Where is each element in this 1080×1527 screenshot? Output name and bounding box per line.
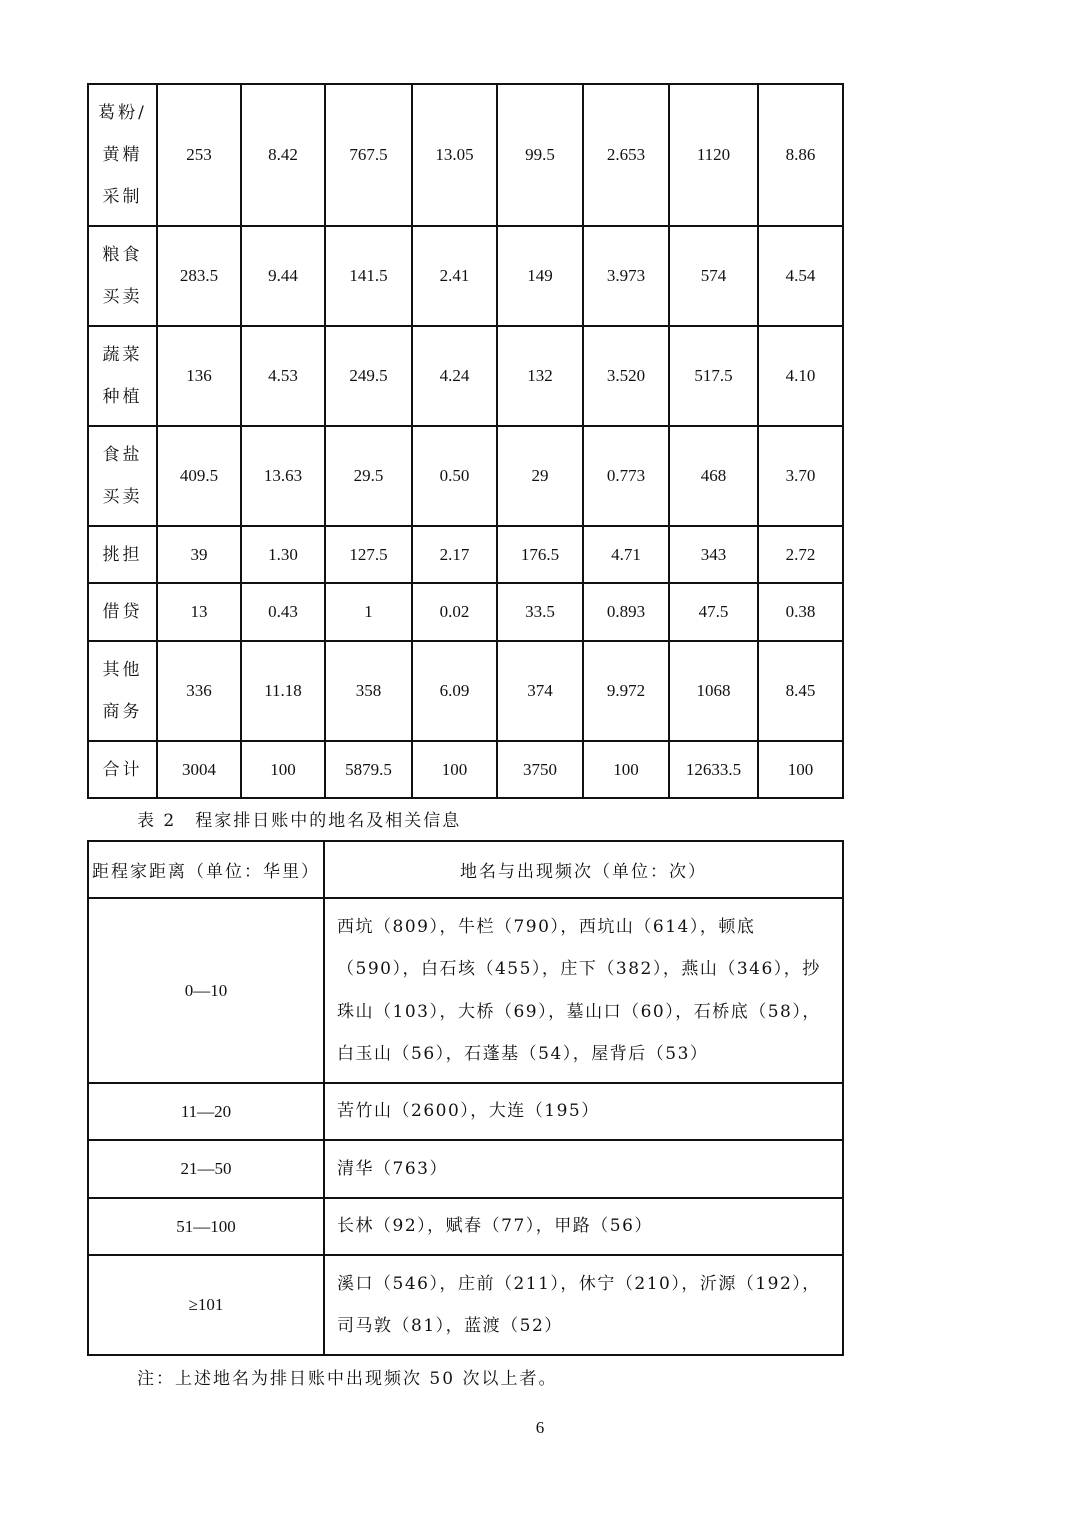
places-cell: 清华（763） xyxy=(324,1140,843,1198)
row-category-line: 葛粉/ xyxy=(98,103,147,123)
table-cell: 100 xyxy=(583,741,669,798)
table-cell: 358 xyxy=(325,641,412,741)
table-row xyxy=(88,1255,843,1355)
table-cell: 176.5 xyxy=(497,526,583,583)
table-cell: 8.45 xyxy=(758,641,843,741)
table-cell: 574 xyxy=(669,226,758,326)
row-category xyxy=(88,426,157,526)
table-cell: 9.44 xyxy=(241,226,325,326)
table-cell: 517.5 xyxy=(669,326,758,426)
table-row xyxy=(88,84,843,226)
table-row xyxy=(88,898,843,1083)
table-cell: 336 xyxy=(157,641,241,741)
distance-cell: 11—20 xyxy=(88,1083,324,1140)
table-cell: 5879.5 xyxy=(325,741,412,798)
table-cell: 6.09 xyxy=(412,641,497,741)
row-category-line: 粮食 xyxy=(102,245,143,265)
table-cell: 8.86 xyxy=(758,84,843,226)
row-category xyxy=(88,84,157,226)
table-cell: 4.54 xyxy=(758,226,843,326)
places-cell: 西坑（809），牛栏（790），西坑山（614），顿底（590），白石垓（455），庄下（382），燕山（346），抄珠山（103），大桥（69），墓山口（60），石桥底（58），白玉山（56），石蓬基（54），屋背后（53） xyxy=(324,898,843,1083)
table-cell: 39 xyxy=(157,526,241,583)
distance-cell: 0—10 xyxy=(88,898,324,1083)
table-cell: 4.71 xyxy=(583,526,669,583)
row-category xyxy=(88,226,157,326)
table-row xyxy=(88,583,843,641)
table-cell: 249.5 xyxy=(325,326,412,426)
table-cell: 29.5 xyxy=(325,426,412,526)
table-cell: 2.41 xyxy=(412,226,497,326)
row-category-line: 商务 xyxy=(102,702,143,722)
table-cell: 468 xyxy=(669,426,758,526)
table-cell: 3750 xyxy=(497,741,583,798)
table-cell: 2.653 xyxy=(583,84,669,226)
table-cell: 374 xyxy=(497,641,583,741)
row-category xyxy=(88,641,157,741)
table-cell: 12633.5 xyxy=(669,741,758,798)
row-category xyxy=(88,583,157,641)
header-places: 地名与出现频次（单位：次） xyxy=(324,841,843,898)
table-cell: 3.520 xyxy=(583,326,669,426)
table-cell: 8.42 xyxy=(241,84,325,226)
table-row xyxy=(88,1083,843,1140)
table-cell: 0.773 xyxy=(583,426,669,526)
table-cell: 0.43 xyxy=(241,583,325,641)
table-cell: 1120 xyxy=(669,84,758,226)
table-cell: 9.972 xyxy=(583,641,669,741)
table-cell: 29 xyxy=(497,426,583,526)
table-cell: 1.30 xyxy=(241,526,325,583)
table-cell: 767.5 xyxy=(325,84,412,226)
table-cell: 13.63 xyxy=(241,426,325,526)
table-cell: 100 xyxy=(412,741,497,798)
table-cell: 4.10 xyxy=(758,326,843,426)
row-category xyxy=(88,741,157,798)
table-cell: 132 xyxy=(497,326,583,426)
table-cell: 3004 xyxy=(157,741,241,798)
row-category-line: 食盐 xyxy=(102,445,143,465)
row-category xyxy=(88,326,157,426)
table-row xyxy=(88,326,843,426)
places-cell: 长林（92），赋春（77），甲路（56） xyxy=(324,1198,843,1255)
table-cell: 2.72 xyxy=(758,526,843,583)
table-row xyxy=(88,526,843,583)
table-row xyxy=(88,226,843,326)
table-cell: 100 xyxy=(241,741,325,798)
header-distance: 距程家距离（单位：华里） xyxy=(88,841,324,898)
table-row xyxy=(88,741,843,798)
income-table-continued xyxy=(87,83,844,799)
table-row xyxy=(88,641,843,741)
row-category-line: 其他 xyxy=(102,660,143,680)
table-note: 注：上述地名为排日账中出现频次 50 次以上者。 xyxy=(137,1369,558,1389)
table-cell: 4.24 xyxy=(412,326,497,426)
table-cell: 0.02 xyxy=(412,583,497,641)
table-cell: 47.5 xyxy=(669,583,758,641)
table-cell: 1 xyxy=(325,583,412,641)
table-row xyxy=(88,1140,843,1198)
distance-cell: 21—50 xyxy=(88,1140,324,1198)
row-category-line: 种植 xyxy=(102,387,143,407)
row-category-line: 采制 xyxy=(102,187,143,207)
table2-caption: 表 2 程家排日账中的地名及相关信息 xyxy=(137,811,462,831)
row-category-line: 借贷 xyxy=(102,602,143,622)
table-cell: 0.50 xyxy=(412,426,497,526)
row-category-line: 买卖 xyxy=(102,487,143,507)
distance-cell: ≥101 xyxy=(88,1255,324,1355)
table-cell: 253 xyxy=(157,84,241,226)
table-cell: 127.5 xyxy=(325,526,412,583)
table-cell: 4.53 xyxy=(241,326,325,426)
table-cell: 3.70 xyxy=(758,426,843,526)
row-category-line: 黄精 xyxy=(102,145,143,165)
table-row xyxy=(88,426,843,526)
page-number: 6 xyxy=(535,1418,545,1437)
table-cell: 149 xyxy=(497,226,583,326)
table-cell: 283.5 xyxy=(157,226,241,326)
table-cell: 3.973 xyxy=(583,226,669,326)
table-cell: 2.17 xyxy=(412,526,497,583)
row-category-line: 蔬菜 xyxy=(102,345,143,365)
place-names-table xyxy=(87,840,844,1356)
table-cell: 141.5 xyxy=(325,226,412,326)
table-cell: 409.5 xyxy=(157,426,241,526)
table2-header-row xyxy=(88,841,843,898)
row-category-line: 挑担 xyxy=(102,544,143,565)
table-cell: 0.38 xyxy=(758,583,843,641)
row-category-line: 合计 xyxy=(102,759,143,780)
table-cell: 1068 xyxy=(669,641,758,741)
table-cell: 13 xyxy=(157,583,241,641)
distance-cell: 51—100 xyxy=(88,1198,324,1255)
table-cell: 100 xyxy=(758,741,843,798)
table-cell: 136 xyxy=(157,326,241,426)
places-cell: 苦竹山（2600），大连（195） xyxy=(324,1083,843,1140)
table-cell: 11.18 xyxy=(241,641,325,741)
table-cell: 343 xyxy=(669,526,758,583)
table-cell: 13.05 xyxy=(412,84,497,226)
table-cell: 0.893 xyxy=(583,583,669,641)
places-cell: 溪口（546），庄前（211），休宁（210），沂源（192），司马敦（81），蓝渡（52） xyxy=(324,1255,843,1355)
table-row xyxy=(88,1198,843,1255)
table-cell: 99.5 xyxy=(497,84,583,226)
table-cell: 33.5 xyxy=(497,583,583,641)
row-category-line: 买卖 xyxy=(102,287,143,307)
row-category xyxy=(88,526,157,583)
